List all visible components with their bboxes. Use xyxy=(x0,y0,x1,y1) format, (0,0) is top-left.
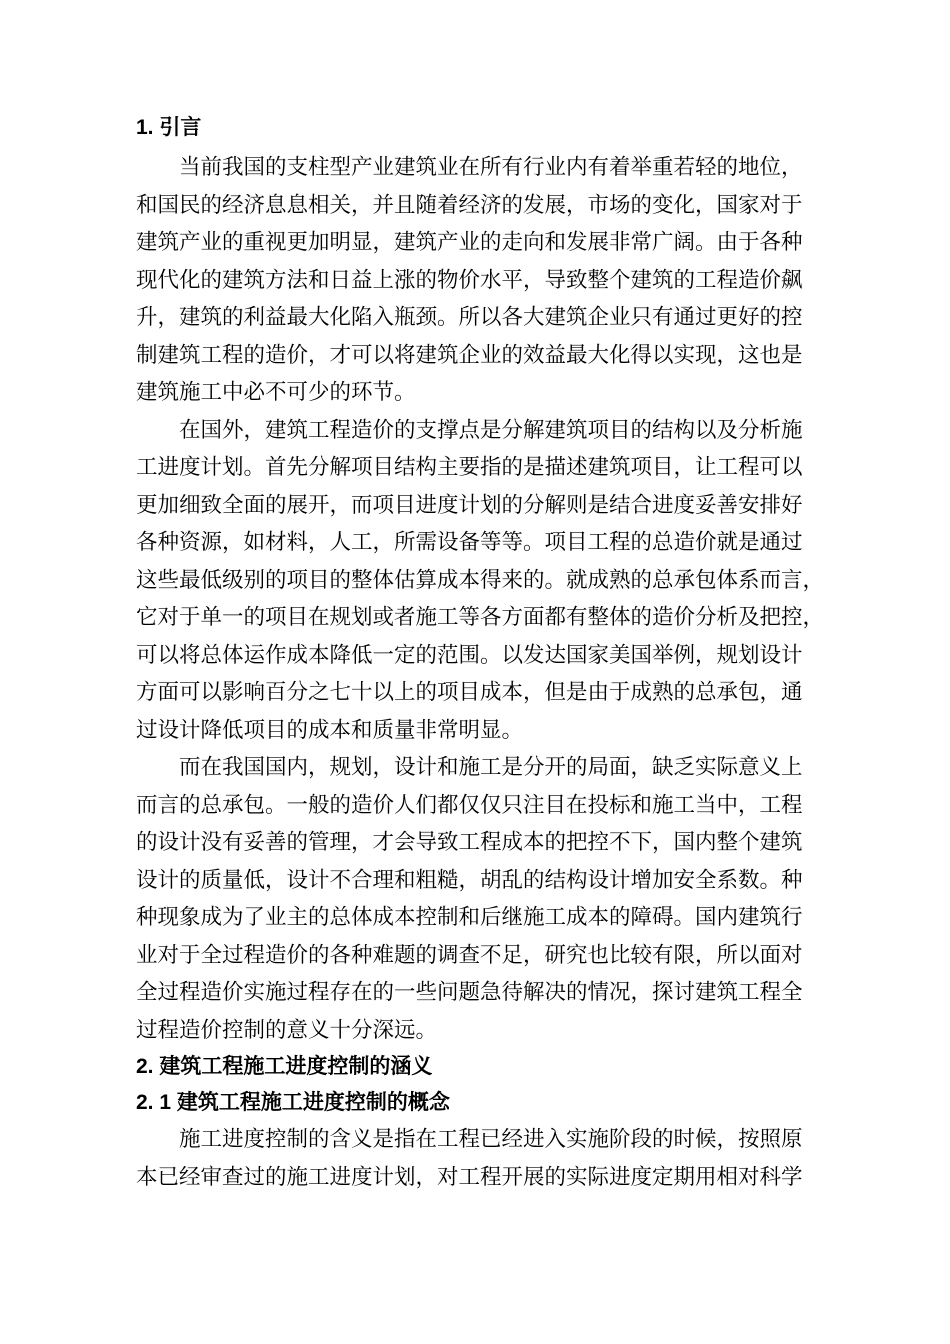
paragraph-line: 的设计没有妥善的管理，才会导致工程成本的把控不下，国内整个建筑 xyxy=(136,830,803,855)
paragraph-line: 这些最低级别的项目的整体估算成本得来的。就成熟的总承包体系而言， xyxy=(136,567,825,593)
paragraph-line: 它对于单一的项目在规划或者施工等各方面都有整体的造价分析及把控， xyxy=(136,605,825,630)
paragraph-line: 和国民的经济息息相关，并且随着经济的发展，市场的变化，国家对于 xyxy=(136,192,803,218)
section-heading-introduction: 1. 引言 xyxy=(136,116,202,139)
paragraph-line: 而言的总承包。一般的造价人们都仅仅只注目在投标和施工当中，工程 xyxy=(136,792,803,818)
paragraph-line: 而在我国国内，规划，设计和施工是分开的局面，缺乏实际意义上 xyxy=(179,755,803,780)
paragraph-line: 现代化的建筑方法和日益上涨的物价水平，导致整个建筑的工程造价飙 xyxy=(136,267,803,293)
paragraph-1 xyxy=(136,149,836,412)
paragraph-2 xyxy=(136,412,836,750)
paragraph-line: 更加细致全面的展开，而项目进度计划的分解则是结合进度妥善安排好 xyxy=(136,492,803,518)
paragraph-line: 建筑施工中必不可少的环节。 xyxy=(136,380,416,405)
paragraph-line: 本已经审查过的施工进度计划，对工程开展的实际进度定期用相对科学 xyxy=(136,1164,803,1190)
paragraph-line: 工进度计划。首先分解项目结构主要指的是描述建筑项目，让工程可以 xyxy=(136,455,803,480)
paragraph-line: 设计的质量低，设计不合理和粗糙，胡乱的结构设计增加安全系数。种 xyxy=(136,867,803,893)
paragraph-line: 施工进度控制的含义是指在工程已经进入实施阶段的时候，按照原 xyxy=(179,1127,803,1152)
paragraph-line: 业对于全过程造价的各种难题的调查不足，研究也比较有限，所以面对 xyxy=(136,942,803,968)
paragraph-line: 升，建筑的利益最大化陷入瓶颈。所以各大建筑企业只有通过更好的控 xyxy=(136,305,803,330)
paragraph-line: 方面可以影响百分之七十以上的项目成本，但是由于成熟的总承包，通 xyxy=(136,680,803,705)
paragraph-line: 各种资源，如材料，人工，所需设备等等。项目工程的总造价就是通过 xyxy=(136,530,803,555)
paragraph-line: 建筑产业的重视更加明显，建筑产业的走向和发展非常广阔。由于各种 xyxy=(136,230,803,255)
paragraph-line: 制建筑工程的造价，才可以将建筑企业的效益最大化得以实现，这也是 xyxy=(136,342,803,368)
paragraph-line: 全过程造价实施过程存在的一些问题急待解决的情况，探讨建筑工程全 xyxy=(136,980,803,1005)
paragraph-3 xyxy=(136,749,836,1049)
paragraph-4 xyxy=(136,1121,836,1196)
document-body xyxy=(136,108,836,1196)
section-heading-2-1: 2. 1 建筑工程施工进度控制的概念 xyxy=(136,1091,450,1114)
paragraph-line: 当前我国的支柱型产业建筑业在所有行业内有着举重若轻的地位， xyxy=(179,155,803,180)
paragraph-line: 在国外，建筑工程造价的支撑点是分解建筑项目的结构以及分析施 xyxy=(179,417,803,443)
paragraph-line: 过设计降低项目的成本和质量非常明显。 xyxy=(136,717,524,743)
section-heading-2: 2. 建筑工程施工进度控制的涵义 xyxy=(136,1055,433,1078)
paragraph-line: 种现象成为了业主的总体成本控制和后继施工成本的障碍。国内建筑行 xyxy=(136,905,803,930)
paragraph-line: 可以将总体运作成本降低一定的范围。以发达国家美国举例，规划设计 xyxy=(136,642,803,668)
paragraph-line: 过程造价控制的意义十分深远。 xyxy=(136,1017,438,1043)
